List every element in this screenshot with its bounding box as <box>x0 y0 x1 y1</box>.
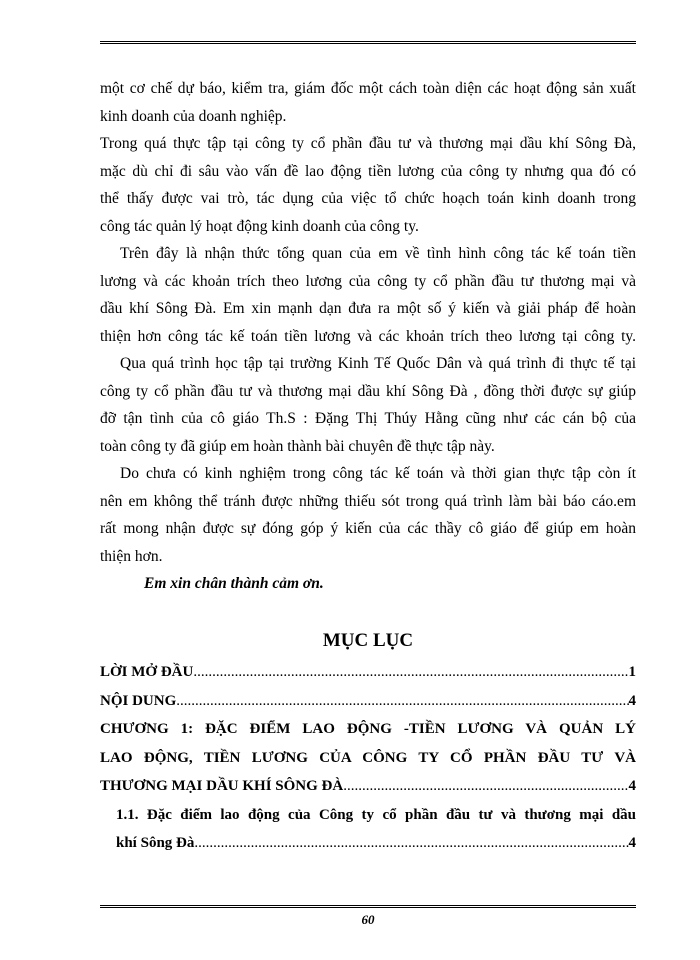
toc-title: MỤC LỤC <box>322 630 414 651</box>
toc-entry-content[interactable] <box>100 687 636 716</box>
table-of-contents <box>100 658 636 858</box>
paragraph-line: công ty cổ phần đầu tư và thương mại dầu khí Sông Đà , đồng thời được sự giúp <box>100 382 636 400</box>
paragraph-line: dầu khí Sông Đà. Em xin mạnh dạn đưa ra một số ý kiến và giải pháp để hoàn <box>100 300 636 317</box>
paragraph-line: Trong quá thực tập tại công ty cổ phần đầu tư và thương mại dầu khí Sông Đà, <box>100 135 636 152</box>
toc-entry-title-line: THƯƠNG MẠI DẦU KHÍ SÔNG ĐÀ <box>100 778 344 794</box>
paragraph-line: Do chưa có kinh nghiệm trong công tác kế toán và thời gian thực tập còn ít <box>120 465 636 482</box>
toc-leader <box>194 829 628 858</box>
toc-entry-page: 1 <box>628 664 636 680</box>
toc-entry-title-line: CHƯƠNG 1: ĐẶC ĐIỂM LAO ĐỘNG -TIỀN LƯƠNG VÀ QUẢN LÝ <box>100 721 636 737</box>
paragraph-line: mặc dù chỉ đi sâu vào vấn đề lao động tiền lương của công ty nhưng qua đó có <box>100 162 636 180</box>
paragraph-line: Trên đây là nhận thức tổng quan của em về tình hình công tác kế toán tiền <box>120 245 636 262</box>
toc-entry-intro[interactable] <box>100 658 636 687</box>
toc-entry-page: 4 <box>628 692 636 709</box>
toc-leader <box>343 772 628 801</box>
paragraph-line: một cơ chế dự báo, kiểm tra, giám đốc một cách toàn diện các hoạt động sản xuất <box>100 80 636 97</box>
paragraph-line: thiện hơn công tác kế toán tiền lương và các khoản trích theo lương tại công ty. <box>100 327 636 345</box>
paragraph-line: kinh doanh của doanh nghiệp. <box>100 107 287 125</box>
paragraph-line: đỡ tận tình của cô giáo Th.S : Đặng Thị Thúy Hằng cũng như các cán bộ của <box>100 410 636 427</box>
paragraph-line: công tác quản lý hoạt động kinh doanh của công ty. <box>100 217 419 235</box>
toc-entry-page: 4 <box>628 778 636 794</box>
toc-entry-title-line: khí Sông Đà <box>116 835 195 851</box>
toc-entry-title-line: 1.1. Đặc điểm lao động của Công ty cổ phần đầu tư và thương mại dầu <box>116 806 636 823</box>
toc-entry-chapter-1[interactable] <box>100 715 636 801</box>
paragraph-line: toàn công ty đã giúp em hoàn thành bài chuyên đề thực tập này. <box>100 437 495 455</box>
body-text <box>100 75 636 598</box>
toc-entry-page: 4 <box>628 835 636 851</box>
toc-leader <box>176 687 628 716</box>
paragraph-line: lương và các khoản trích theo lương của công ty cổ phần đầu tư thương mại và <box>100 272 636 290</box>
toc-entry-title: LỜI MỞ ĐẦU <box>100 664 194 680</box>
thanks-line: Em xin chân thành cảm ơn. <box>144 575 324 592</box>
paragraph-line: thiện hơn. <box>100 547 163 565</box>
toc-entry-title: NỘI DUNG <box>100 692 177 709</box>
footer-rule <box>100 905 636 908</box>
toc-entry-section-1-1[interactable] <box>100 801 636 858</box>
paragraph-line: nên em không thể tránh được những thiếu sót trong quá trình làm bài báo cáo.em <box>100 492 636 510</box>
page-number: 60 <box>361 912 375 927</box>
header-rule <box>100 41 636 44</box>
paragraph-line: thể thấy được vai trò, tác dụng của việc tổ chức hoạch toán kinh doanh trong <box>100 190 636 207</box>
paragraph-line: Qua quá trình học tập tại trường Kinh Tế Quốc Dân và quá trình đi thực tế tại <box>120 355 636 372</box>
paragraph-line: rất mong nhận được sự đóng góp ý kiến của các thầy cô giáo để giúp em hoàn <box>100 520 636 537</box>
toc-leader <box>193 658 628 687</box>
toc-entry-title-line: LAO ĐỘNG, TIỀN LƯƠNG CỦA CÔNG TY CỔ PHẦN ĐẦU TƯ VÀ <box>100 749 636 766</box>
